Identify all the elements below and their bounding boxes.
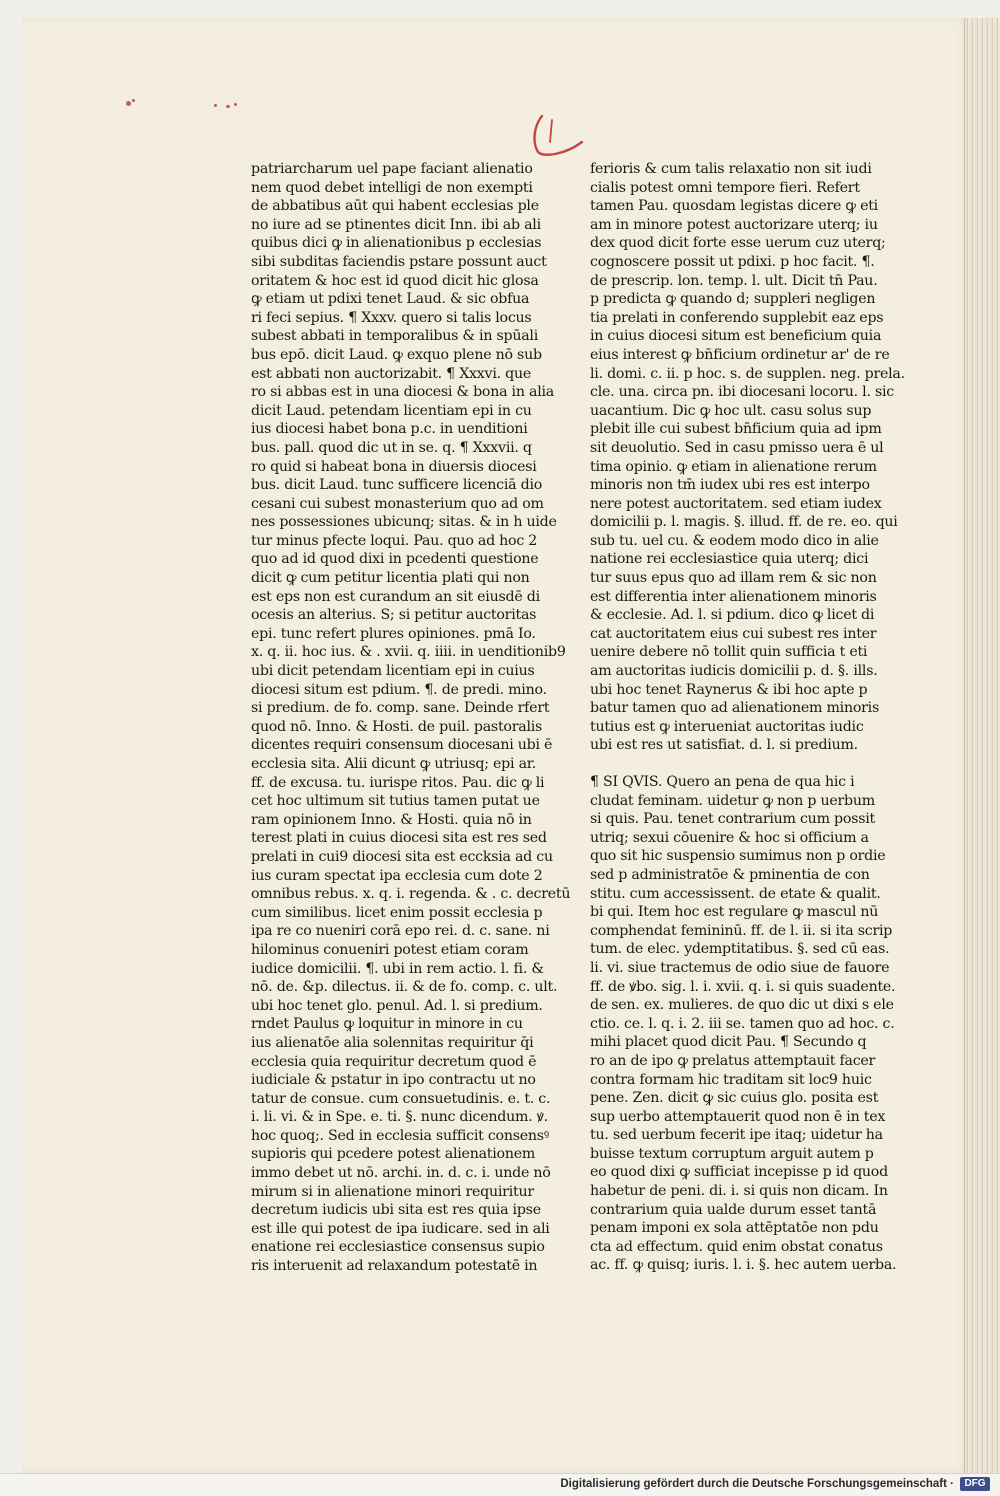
text-line: uenire debere nō tollit quin sufficia t eti bbox=[590, 644, 868, 661]
text-line: bi qui. Item hoc est regulare ꝙ mascul nū bbox=[590, 904, 879, 921]
text-line: utriq; sexui cōuenire & hoc si officium a bbox=[590, 829, 869, 846]
text-line: mirum si in alienatione minori requiritur bbox=[251, 1183, 534, 1200]
text-line: enatione rei ecclesiastice consensus supio bbox=[251, 1239, 545, 1256]
text-line: i. li. vi. & in Spe. e. ti. §. nunc dicendum. ꝟ. bbox=[251, 1109, 548, 1126]
text-line: ꝙ etiam ut pdixi tenet Laud. & sic obfua bbox=[251, 291, 530, 308]
text-line: habetur de peni. di. i. si quis non dicam. In bbox=[590, 1183, 888, 1200]
text-line: iudiciale & pstatur in ipo contractu ut no bbox=[251, 1072, 536, 1089]
text-line: est ille qui potest de ipa iudicare. sed in ali bbox=[251, 1220, 550, 1237]
text-line: ¶ SI QVIS. Quero an pena de qua hic i bbox=[590, 774, 855, 790]
text-line: ff. de excusa. tu. iurispe ritos. Pau. dic ꝙ li bbox=[251, 774, 545, 791]
text-line: batur tamen quo ad alienationem minoris bbox=[590, 700, 879, 717]
text-line: ecclesia quia requiritur decretum quod ē bbox=[251, 1053, 537, 1070]
text-line: sit deuolutio. Sed in casu pmisso uera ē ul bbox=[590, 439, 884, 456]
text-line: cat auctoritatem eius cui subest res inter bbox=[590, 625, 877, 642]
text-line: in cuius diocesi situm est beneficium quia bbox=[590, 328, 882, 345]
text-line: quibus dici ꝙ in alienationibus p ecclesias bbox=[251, 235, 542, 252]
text-line: tu. sed uerbum fecerit ipe itaq; uidetur ha bbox=[590, 1127, 883, 1144]
red-folio-flourish bbox=[530, 112, 590, 160]
text-line: ro an de ipo ꝙ prelatus attemptauit facer bbox=[590, 1052, 876, 1069]
text-line: de prescrip. lon. temp. l. ult. Dicit tn̄ Pau. bbox=[590, 272, 878, 289]
text-line: nem quod debet intelligi de non exempti bbox=[251, 179, 533, 196]
text-line: cognoscere possit ut pdixi. p hoc facit. ¶. bbox=[590, 253, 875, 270]
text-line: nes possessiones ubicunq; sitas. & in h uide bbox=[251, 514, 557, 531]
text-line: comphendat femininū. ff. de l. ii. si ita scrip bbox=[590, 922, 893, 939]
text-line: stitu. cum accessissent. de etate & qualit. bbox=[590, 885, 881, 902]
text-line: x. q. ii. hoc ius. & . xvii. q. iiii. in uenditionib9 bbox=[251, 644, 566, 661]
text-line: tutius est ꝙ interueniat auctoritas iudic bbox=[590, 718, 864, 735]
text-line: sup uerbo attemptauerit quod non ē in tex bbox=[590, 1108, 886, 1125]
funding-credit-text: Digitalisierung gefördert durch die Deutsche Forschungsgemeinschaft · bbox=[560, 1478, 954, 1490]
text-line: ferioris & cum talis relaxatio non sit iudi bbox=[590, 161, 872, 177]
text-line: nō. de. &p. dilectus. ii. & de fo. comp. c. ult. bbox=[251, 979, 558, 996]
text-line: terest plati in cuius diocesi sita est res sed bbox=[251, 830, 547, 847]
text-line: penam imponi ex sola attēptatōe non pdu bbox=[590, 1220, 879, 1237]
text-line: natione rei ecclesiastice quia uterq; dici bbox=[590, 551, 869, 568]
text-line: patriarcharum uel pape faciant alienatio bbox=[251, 161, 533, 177]
text-line: quo ad id quod dixi in pcedenti questione bbox=[251, 551, 539, 568]
text-line: p predicta ꝙ quando d; suppleri negligen bbox=[590, 291, 876, 308]
text-line: iudice domicilii. ¶. ubi in rem actio. l. fi. & bbox=[251, 960, 544, 977]
text-line: tima opinio. ꝙ etiam in alienatione rerum bbox=[590, 458, 877, 475]
text-line: ram opinionem Inno. & Hosti. quia nō in bbox=[251, 811, 532, 828]
text-line: ctio. ce. l. q. i. 2. iii se. tamen quo ad hoc. c. bbox=[590, 1015, 895, 1032]
text-line: si quis. Pau. tenet contrarium cum possit bbox=[590, 811, 875, 828]
text-line: dicit Laud. petendam licentiam epi in cu bbox=[251, 402, 532, 419]
text-line: supioris qui pcedere potest alienationem bbox=[251, 1146, 536, 1163]
text-line: plebit ille cui subest bn̄ficium quia ad ipm bbox=[590, 421, 882, 438]
text-line: li. domi. c. ii. p hoc. s. de supplen. neg. prela. bbox=[590, 365, 905, 382]
text-line: subest abbati in temporalibus & in spūali bbox=[251, 328, 539, 345]
text-line: tum. de elec. ydemptitatibus. §. sed cū eas. bbox=[590, 941, 890, 958]
text-line: est differentia inter alienationem minoris bbox=[590, 588, 877, 605]
text-line: ubi hoc tenet glo. penul. Ad. l. si predium. bbox=[251, 997, 543, 1014]
text-line: cludat feminam. uidetur ꝙ non p uerbum bbox=[590, 792, 875, 809]
text-line: li. vi. siue tractemus de odio siue de fauore bbox=[590, 959, 890, 976]
text-line: omnibus rebus. x. q. i. regenda. & . c. decretū bbox=[251, 886, 571, 903]
text-line: est abbati non auctorizabit. ¶ Xxxvi. que bbox=[251, 365, 531, 382]
text-line: no iure ad se ptinentes dicit Inn. ibi ab ali bbox=[251, 216, 541, 233]
text-line: cet hoc ultimum sit tutius tamen putat ue bbox=[251, 793, 540, 810]
text-line: ris interuenit ad relaxandum potestatē in bbox=[251, 1258, 538, 1275]
text-line: pene. Zen. dicit ꝙ sic cuius glo. posita est bbox=[590, 1090, 879, 1107]
page-edge-stack bbox=[964, 18, 1000, 1473]
text-line: eius interest ꝙ bn̄ficium ordinetur ar' de re bbox=[590, 346, 890, 363]
red-ink-marks bbox=[118, 98, 258, 110]
right-text-column bbox=[590, 160, 905, 1275]
text-line: ius diocesi habet bona p.c. in uenditioni bbox=[251, 421, 528, 438]
text-line: cum similibus. licet enim possit ecclesia p bbox=[251, 904, 543, 921]
text-line: bus. dicit Laud. tunc sufficere licenciā dio bbox=[251, 477, 543, 494]
text-line: hilominus conueniri potest etiam coram bbox=[251, 941, 529, 958]
text-line: epi. tunc refert plures opiniones. pmā Io. bbox=[251, 625, 536, 642]
text-line: ro quid si habeat bona in diuersis diocesi bbox=[251, 458, 537, 475]
text-line: dicit ꝙ cum petitur licentia plati qui non bbox=[251, 570, 530, 587]
text-line: bus epō. dicit Laud. ꝙ exquo plene nō sub bbox=[251, 346, 542, 363]
text-line: sub tu. uel cu. & eodem modo dico in alie bbox=[590, 532, 879, 549]
text-line: cle. una. circa pn. ibi diocesani locoru. l. sic bbox=[590, 384, 894, 401]
text-line: sed p administratōe & pminentia de con bbox=[590, 866, 870, 883]
text-line: ipa re co nueniri corā epo rei. d. c. sane. ni bbox=[251, 923, 550, 940]
text-line: ac. ff. ꝙ quisq; iuris. l. i. §. hec autem uerba. bbox=[590, 1257, 897, 1274]
right-column-section-a bbox=[590, 160, 905, 755]
text-line: immo debet ut nō. archi. in. d. c. i. unde nō bbox=[251, 1165, 551, 1182]
text-line: ri feci sepius. ¶ Xxxv. quero si talis locus bbox=[251, 309, 532, 326]
text-line: mihi placet quod dicit Pau. ¶ Secundo q bbox=[590, 1034, 867, 1051]
text-line: am auctoritas iudicis domicilii p. d. §. ills. bbox=[590, 663, 878, 680]
text-line: oritatem & hoc est id quod dicit hic glosa bbox=[251, 272, 539, 289]
text-line: tatur de consue. cum consuetudinis. e. t. c. bbox=[251, 1090, 551, 1107]
text-line: am in minore potest auctorizare uterq; iu bbox=[590, 216, 878, 233]
text-line: nere potest auctoritatem. sed etiam iudex bbox=[590, 495, 882, 512]
text-line: hoc quoq;. Sed in ecclesia sufficit consensꝰ bbox=[251, 1127, 549, 1144]
text-line: tur suus epus quo ad illam rem & sic non bbox=[590, 570, 877, 587]
text-line: quo sit hic suspensio sumimus non p ordie bbox=[590, 848, 886, 865]
text-line: ubi dicit petendam licentiam epi in cuius bbox=[251, 663, 535, 680]
text-line: domicilii p. l. magis. §. illud. ff. de re. eo. qui bbox=[590, 514, 898, 531]
text-line: ro si abbas est in una diocesi & bona in alia bbox=[251, 384, 554, 401]
text-line: minoris non tm̄ iudex ubi res est interpo bbox=[590, 477, 870, 494]
text-line: cialis potest omni tempore fieri. Refert bbox=[590, 179, 860, 196]
text-line: tia prelati in conferendo supplebit eaz eps bbox=[590, 309, 884, 326]
text-line: ius curam spectat ipa ecclesia cum dote 2 bbox=[251, 867, 543, 884]
text-line: bus. pall. quod dic ut in se. q. ¶ Xxxvii. q bbox=[251, 439, 532, 456]
text-line: decretum iudicis ubi sita est res quia ipse bbox=[251, 1202, 541, 1219]
text-line: si predium. de fo. comp. sane. Deinde rfert bbox=[251, 700, 550, 717]
text-line: eo quod dixi ꝙ sufficiat incepisse p id quod bbox=[590, 1164, 888, 1181]
text-line: cta ad effectum. quid enim obstat conatus bbox=[590, 1238, 883, 1255]
text-line: contrarium quia ualde durum esset tantā bbox=[590, 1201, 877, 1218]
text-line: cesani cui subest monasterium quo ad om bbox=[251, 495, 544, 512]
text-line: est eps non est curandum an sit eiusdē di bbox=[251, 588, 540, 605]
text-line: de sen. ex. mulieres. de quo dic ut dixi s ele bbox=[590, 997, 894, 1014]
text-line: dicentes requiri consensum diocesani ubi ē bbox=[251, 737, 553, 754]
text-line: ius alienatōe alia solennitas requiritur q̄i bbox=[251, 1034, 534, 1051]
text-line: prelati in cui9 diocesi sita est eccksia ad cu bbox=[251, 848, 553, 865]
text-line: ubi hoc tenet Raynerus & ibi hoc apte p bbox=[590, 681, 868, 698]
text-line: ecclesia sita. Alii dicunt ꝙ utriusq; epi ar. bbox=[251, 756, 537, 772]
text-line: contra formam hic traditam sit loc9 huic bbox=[590, 1071, 872, 1088]
text-line: de abbatibus aūt qui habent ecclesias ple bbox=[251, 198, 539, 215]
text-line: quod nō. Inno. & Hosti. de puil. pastoralis bbox=[251, 718, 543, 735]
text-line: sibi subditas faciendis pstare possunt auct bbox=[251, 253, 547, 270]
text-line: tur minus pfecte loqui. Pau. quo ad hoc 2 bbox=[251, 532, 538, 549]
text-line: buisse textum corruptum arguit autem p bbox=[590, 1145, 874, 1162]
text-line: diocesi situm est pdium. ¶. de predi. mino. bbox=[251, 681, 547, 698]
left-text-column bbox=[251, 160, 571, 1276]
text-line: ocesis an alterius. S; si petitur auctoritas bbox=[251, 607, 537, 624]
text-line: rndet Paulus ꝙ loquitur in minore in cu bbox=[251, 1016, 523, 1033]
text-line: ubi est res ut satisfiat. d. l. si predium. bbox=[590, 737, 858, 754]
text-line: uacantium. Dic ꝙ hoc ult. casu solus sup bbox=[590, 402, 872, 419]
text-line: tamen Pau. quosdam legistas dicere ꝙ eti bbox=[590, 198, 878, 215]
text-line: & ecclesie. Ad. l. si pdium. dico ꝙ licet di bbox=[590, 607, 875, 624]
text-line: ff. de ꝟbo. sig. l. i. xvii. q. i. si quis suadente. bbox=[590, 978, 896, 995]
text-line: dex quod dicit forte esse uerum cuz uterq; bbox=[590, 235, 886, 252]
right-column-section-si-quis bbox=[590, 773, 897, 1275]
dfg-logo: DFG bbox=[960, 1477, 990, 1491]
